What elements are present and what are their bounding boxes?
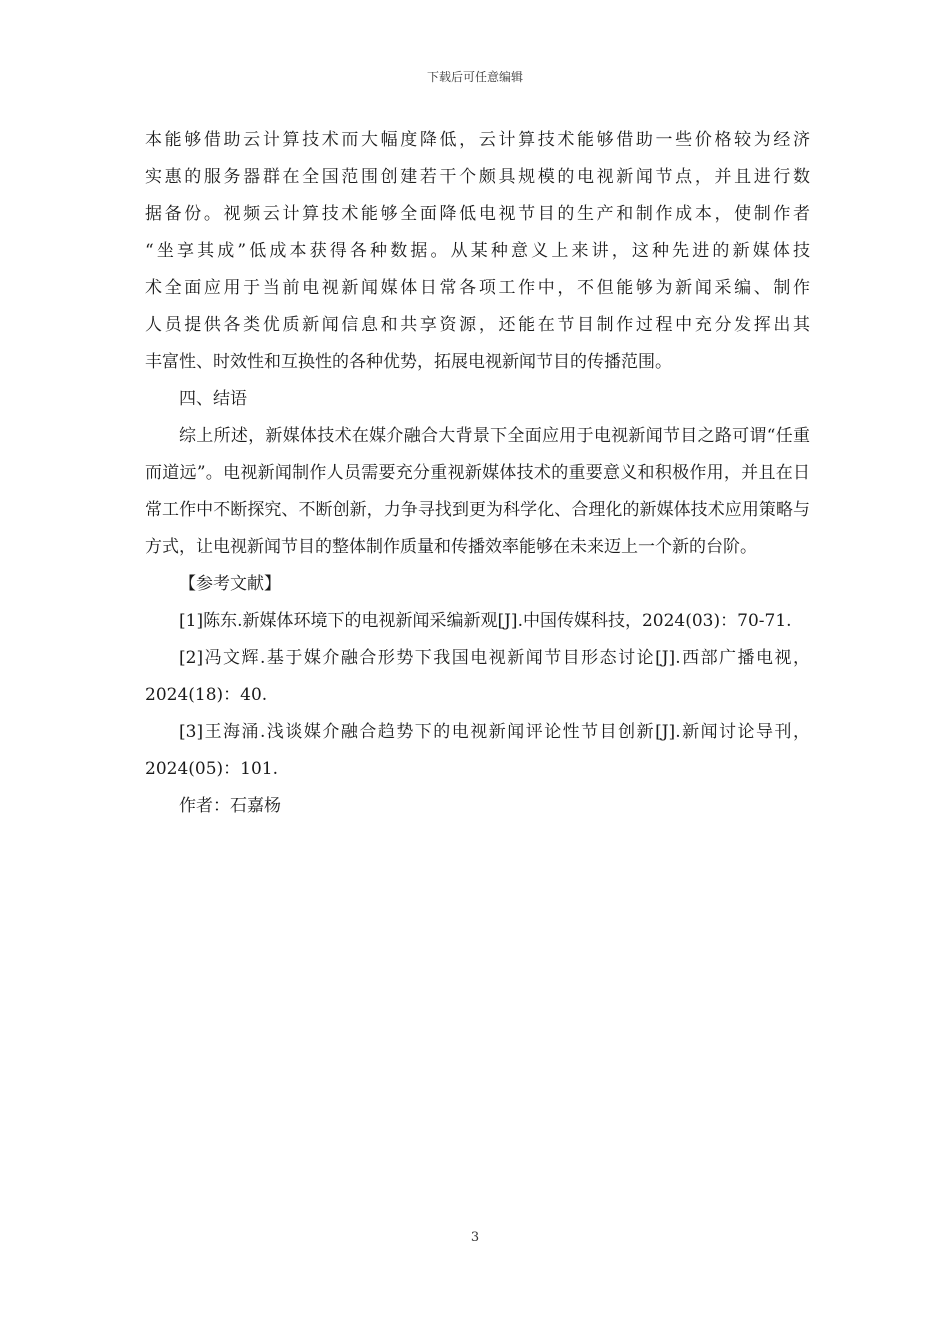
reference-item: [2]冯文辉.基于媒介融合形势下我国电视新闻节目形态讨论[J].西部广播电视，2024(18)：40. bbox=[145, 648, 810, 705]
reference-item: [1]陈东.新媒体环境下的电视新闻采编新观[J].中国传媒科技，2024(03)：70-71. bbox=[179, 611, 792, 631]
body-line: 据备份。视频云计算技术能够全面降低电视节目的生产和制作成本，使制作者 bbox=[145, 204, 810, 224]
author-line: 作者：石嘉杨 bbox=[179, 796, 281, 816]
section-heading: 四、结语 bbox=[179, 389, 247, 409]
body-line: 实惠的服务器群在全国范围创建若干个颇具规模的电视新闻节点，并且进行数 bbox=[145, 167, 810, 187]
reference-item: [3]王海涌.浅谈媒介融合趋势下的电视新闻评论性节目创新[J].新闻讨论导刊，2024(05)：101. bbox=[145, 722, 810, 779]
conclusion-paragraph: 综上所述，新媒体技术在媒介融合大背景下全面应用于电视新闻节目之路可谓“任重而道远”。电视新闻制作人员需要充分重视新媒体技术的重要意义和积极作用，并且在日常工作中不断探究、不断创新，力争寻找到更为科学化、合理化的新媒体技术应用策略与方式，让电视新闻节目的整体制作质量和传播效率能够在未来迈上一个新的台阶。 bbox=[145, 426, 810, 557]
document-body bbox=[145, 122, 810, 825]
page-number: 3 bbox=[470, 1230, 480, 1245]
references-heading: 【参考文献】 bbox=[179, 574, 281, 594]
body-line: 本能够借助云计算技术而大幅度降低，云计算技术能够借助一些价格较为经济 bbox=[145, 130, 810, 150]
body-line: 术全面应用于当前电视新闻媒体日常各项工作中，不但能够为新闻采编、制作 bbox=[145, 278, 810, 298]
page-header: 下载后可任意编辑 bbox=[426, 70, 523, 84]
body-line: “坐享其成”低成本获得各种数据。从某种意义上来讲，这种先进的新媒体技 bbox=[145, 241, 810, 261]
body-line: 人员提供各类优质新闻信息和共享资源，还能在节目制作过程中充分发挥出其 bbox=[145, 315, 810, 335]
body-line: 丰富性、时效性和互换性的各种优势，拓展电视新闻节目的传播范围。 bbox=[145, 352, 672, 372]
